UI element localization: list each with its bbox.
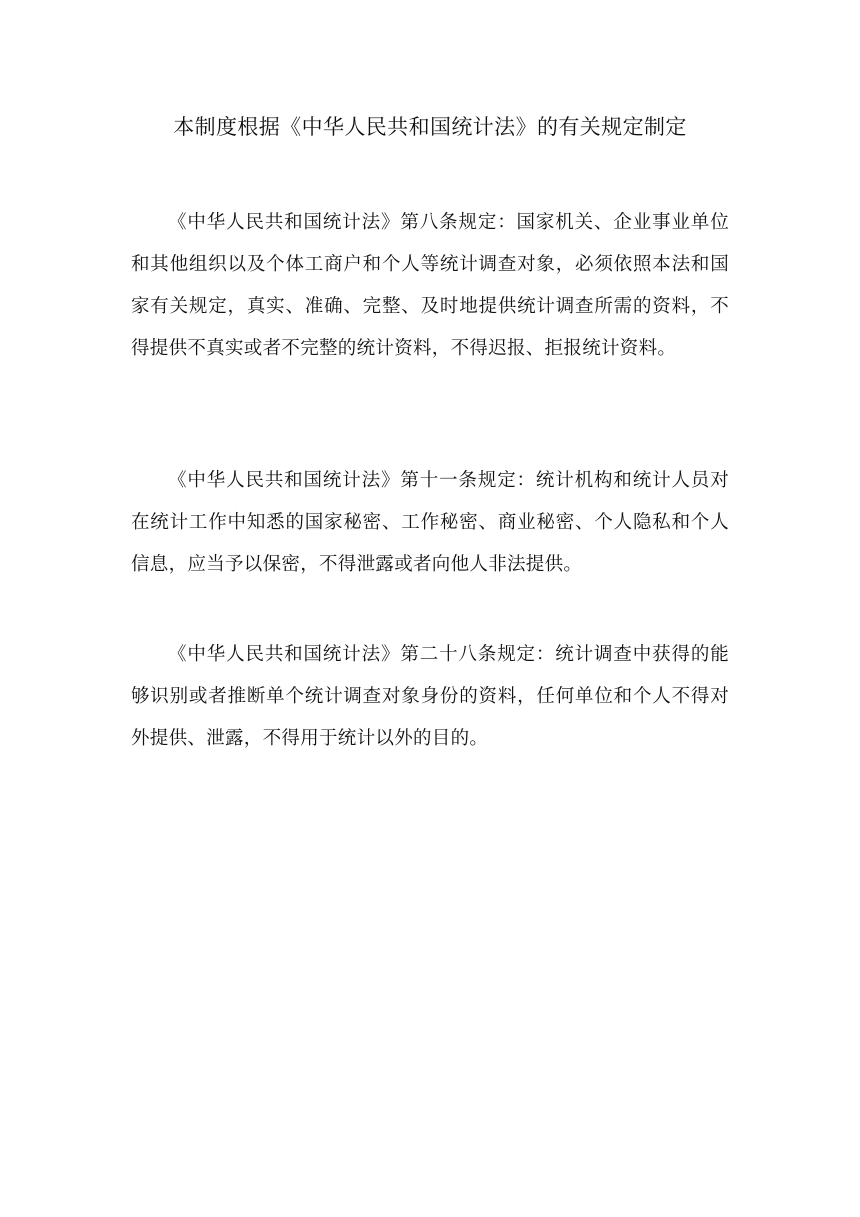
- paragraph-article-8: 《中华人民共和国统计法》第八条规定：国家机关、企业事业单位和其他组织以及个体工商户和个人等统计调查对象，必须依照本法和国家有关规定，真实、准确、完整、及时地提供统计调查所需的资料，不得提供不真实或者不完整的统计资料，不得迟报、拒报统计资料。: [131, 212, 729, 359]
- paragraph-article-11: 《中华人民共和国统计法》第十一条规定：统计机构和统计人员对在统计工作中知悉的国家秘密、工作秘密、商业秘密、个人隐私和个人信息，应当予以保密，不得泄露或者向他人非法提供。: [131, 470, 729, 575]
- document-title: 本制度根据《中华人民共和国统计法》的有关规定制定: [173, 115, 687, 139]
- paragraph-article-28: 《中华人民共和国统计法》第二十八条规定：统计调查中获得的能够识别或者推断单个统计调查对象身份的资料，任何单位和个人不得对外提供、泄露，不得用于统计以外的目的。: [131, 644, 729, 749]
